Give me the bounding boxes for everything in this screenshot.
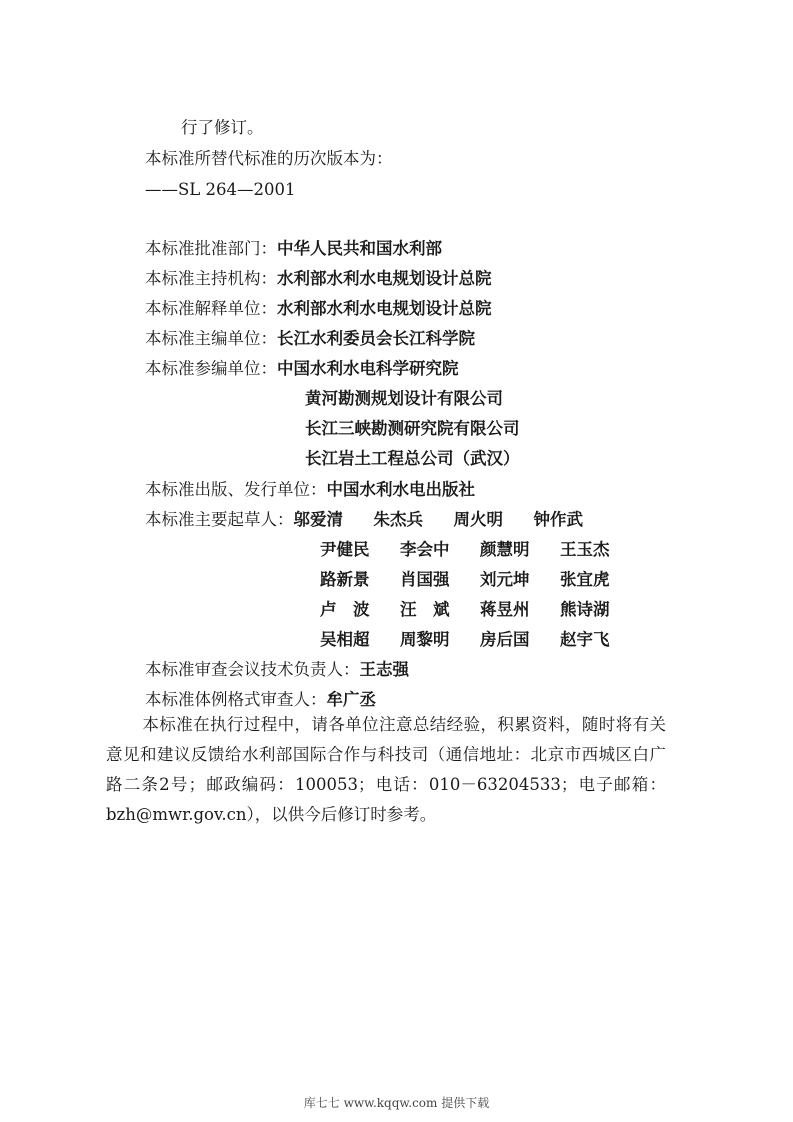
download-footer: 库七七 www.kqqw.com 提供下载 — [303, 1096, 490, 1110]
publisher-value: 中国水利水电出版社 — [326, 480, 475, 499]
drafters-row-3 — [320, 569, 640, 591]
drafter-name: 肖国强 — [400, 570, 450, 589]
drafters-label: 本标准主要起草人： — [145, 510, 294, 529]
drafter-name: 周火明 — [453, 510, 503, 529]
drafter-name: 房后国 — [480, 630, 530, 649]
format-label: 本标准体例格式审查人： — [145, 690, 327, 709]
drafter-name: 卢 波 — [320, 600, 370, 619]
drafter-name: 汪 斌 — [400, 600, 450, 619]
drafters-row-5 — [320, 629, 640, 651]
drafter-name: 蒋昱州 — [480, 600, 530, 619]
drafter-name: 刘元坤 — [480, 570, 530, 589]
interpret-label: 本标准解释单位： — [145, 299, 277, 318]
host-value: 水利部水利水电规划设计总院 — [277, 269, 492, 288]
closing-paragraph — [106, 710, 666, 830]
drafter-name: 赵宇飞 — [560, 630, 610, 649]
drafter-name: 吴相超 — [320, 630, 370, 649]
drafter-name: 颜慧明 — [480, 540, 530, 559]
participants-label: 本标准参编单位： — [145, 359, 277, 378]
drafter-name: 王玉杰 — [560, 540, 610, 559]
format-row — [145, 689, 376, 711]
drafters-row-4 — [320, 599, 640, 621]
drafters-names-1 — [294, 510, 614, 529]
participant-2: 黄河勘测规划设计有限公司 — [305, 389, 503, 408]
review-label: 本标准审查会议技术负责人： — [145, 660, 360, 679]
drafter-name: 周黎明 — [400, 630, 450, 649]
closing-text: 本标准在执行过程中，请各单位注意总结经验，积累资料，随时将有关意见和建议反馈给水利部国际合作与科技司（通信地址：北京市西城区白广路二条2号；邮政编码：100053；电话：010－63204533；电子邮箱：bzh@mwr.gov.cn），以供今后修订时参考。 — [106, 715, 666, 824]
chief-value: 长江水利委员会长江科学院 — [277, 329, 475, 348]
participant-4: 长江岩土工程总公司（武汉） — [305, 449, 520, 468]
drafter-name: 朱杰兵 — [373, 510, 423, 529]
drafter-name: 钟作武 — [533, 510, 583, 529]
format-value: 牟广丞 — [326, 690, 376, 709]
review-row — [145, 659, 409, 681]
approval-row — [145, 238, 442, 260]
participants-row — [145, 358, 459, 380]
host-label: 本标准主持机构： — [145, 269, 277, 288]
drafter-name: 邬爱清 — [293, 510, 343, 529]
intro-line-1: 行了修订。 — [181, 118, 264, 137]
publisher-row — [145, 479, 475, 501]
intro-line-3: ——SL 264—2001 — [145, 180, 296, 199]
publisher-label: 本标准出版、发行单位： — [145, 480, 327, 499]
host-row — [145, 268, 492, 290]
intro-line-2: 本标准所替代标准的历次版本为： — [145, 149, 393, 168]
drafter-name: 熊诗湖 — [560, 600, 610, 619]
drafter-name: 路新景 — [320, 570, 370, 589]
participant-1: 中国水利水电科学研究院 — [277, 359, 459, 378]
participant-3: 长江三峡勘测研究院有限公司 — [305, 419, 520, 438]
interpret-row — [145, 298, 492, 320]
review-value: 王志强 — [359, 660, 409, 679]
chief-label: 本标准主编单位： — [145, 329, 277, 348]
drafter-name: 张宜虎 — [560, 570, 610, 589]
approval-value: 中华人民共和国水利部 — [277, 239, 442, 258]
approval-label: 本标准批准部门： — [145, 239, 277, 258]
drafter-name: 李会中 — [400, 540, 450, 559]
interpret-value: 水利部水利水电规划设计总院 — [277, 299, 492, 318]
drafters-row-2 — [320, 539, 640, 561]
chief-row — [145, 328, 475, 350]
drafter-name: 尹健民 — [320, 540, 370, 559]
drafters-row-1 — [145, 509, 614, 531]
